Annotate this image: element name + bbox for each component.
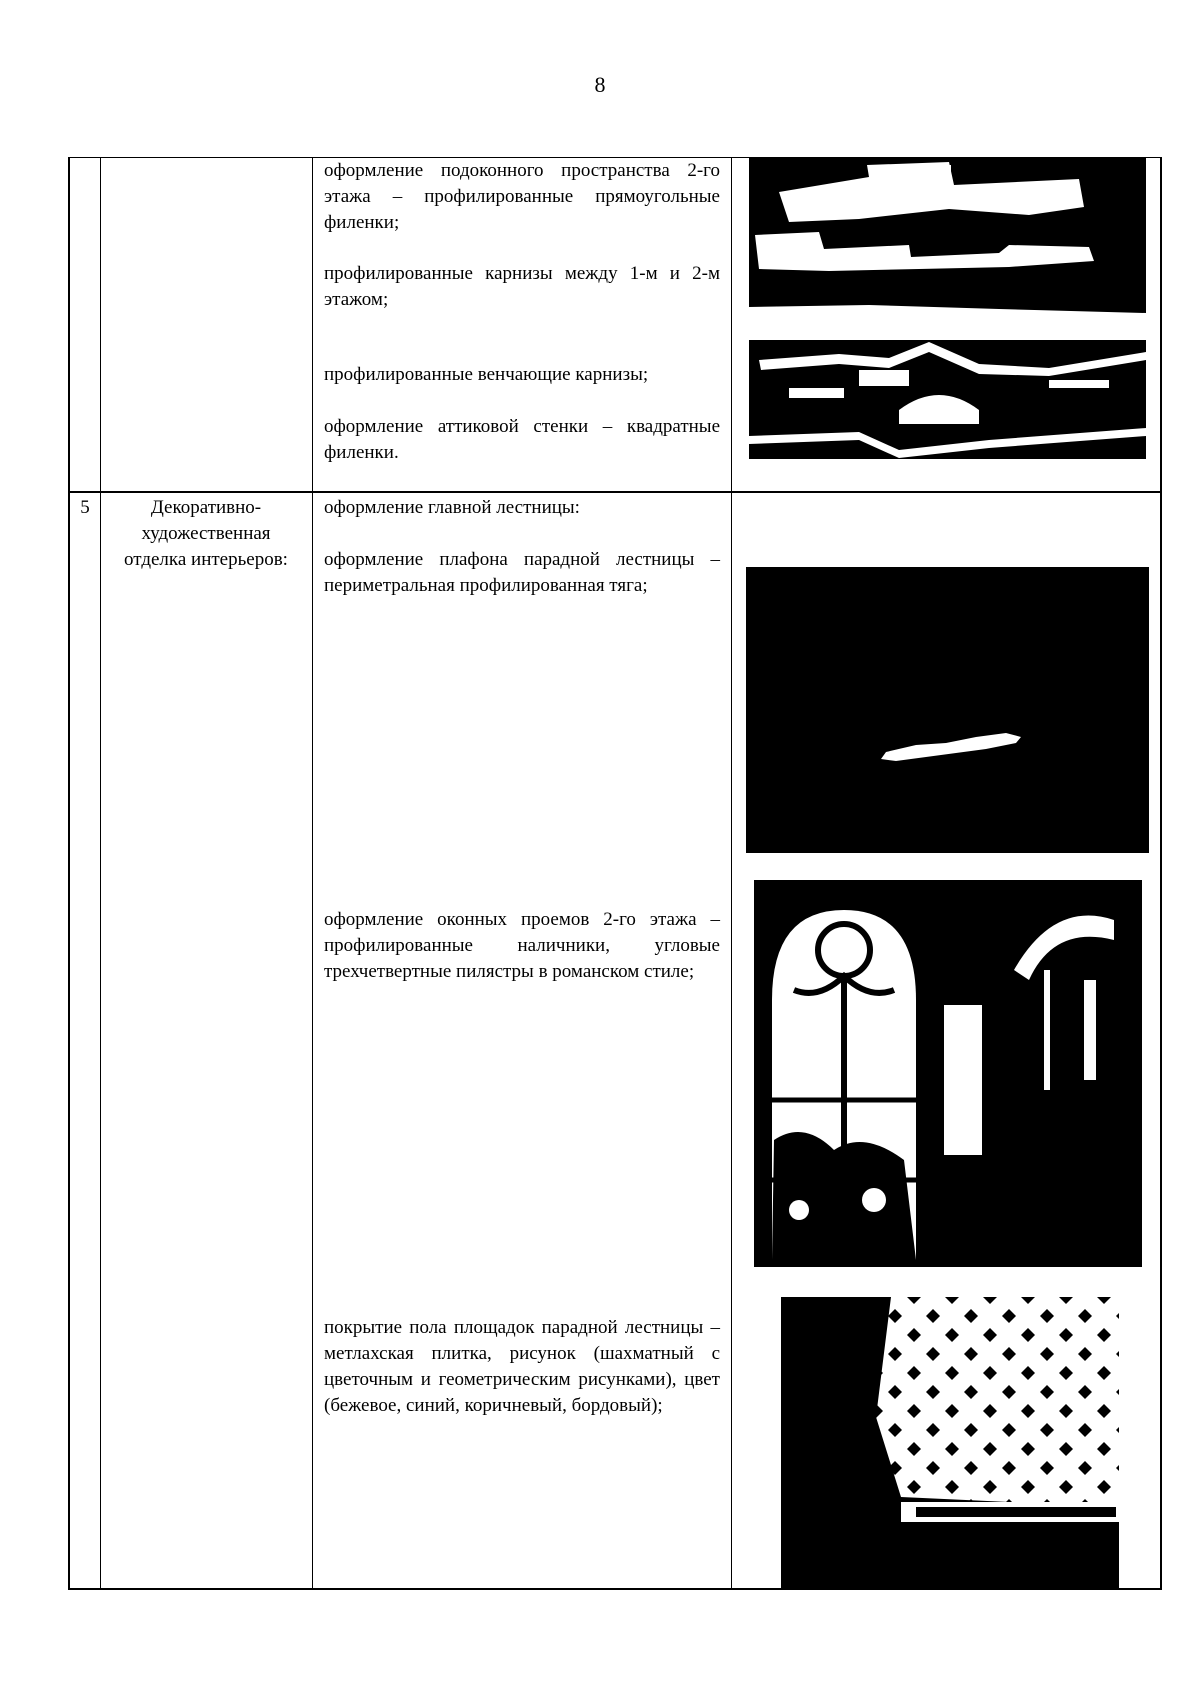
page-number: 8 (594, 72, 606, 97)
row2-title: Декоративно-художественная отделка интерьеров: (124, 497, 288, 570)
window-pilasters-photo (754, 880, 1142, 1267)
column-divider-description (731, 157, 732, 1590)
specification-table (68, 157, 1162, 1590)
row1-item-2: профилированные карнизы между 1-м и 2-м этажом; (324, 263, 720, 310)
row-divider (68, 491, 1162, 493)
table-border-right (1160, 157, 1162, 1590)
row1-item-1: оформление подоконного пространства 2-го этажа – профилированные прямоугольные филенки; (324, 160, 720, 233)
facade-window-panels-photo (749, 157, 1146, 324)
row2-item-1: оформление главной лестницы: (324, 497, 580, 518)
row2-item-4: покрытие пола площадок парадной лестницы – метлахская плитка, рисунок (шахматный с цветочным и геометрическим рисунками), цвет (бежевое, синий, коричневый, бордовый); (324, 1317, 720, 1416)
row2-item-3: оформление оконных проемов 2-го этажа – профилированные наличники, угловые трехчетвертные пилястры в романском стиле; (324, 909, 720, 982)
staircase-ceiling-photo (746, 567, 1149, 853)
facade-cornice-attic-photo (749, 340, 1146, 459)
row1-item-3: профилированные венчающие карнизы; (324, 364, 649, 385)
row2-item-2: оформление плафона парадной лестницы – периметральная профилированная тяга; (324, 549, 720, 596)
column-divider-number (100, 157, 101, 1590)
table-border-left (68, 157, 70, 1590)
column-divider-title (312, 157, 313, 1590)
row2-number: 5 (80, 497, 90, 518)
row1-item-4: оформление аттиковой стенки – квадратные филенки. (324, 416, 720, 463)
floor-tile-photo (781, 1297, 1119, 1589)
